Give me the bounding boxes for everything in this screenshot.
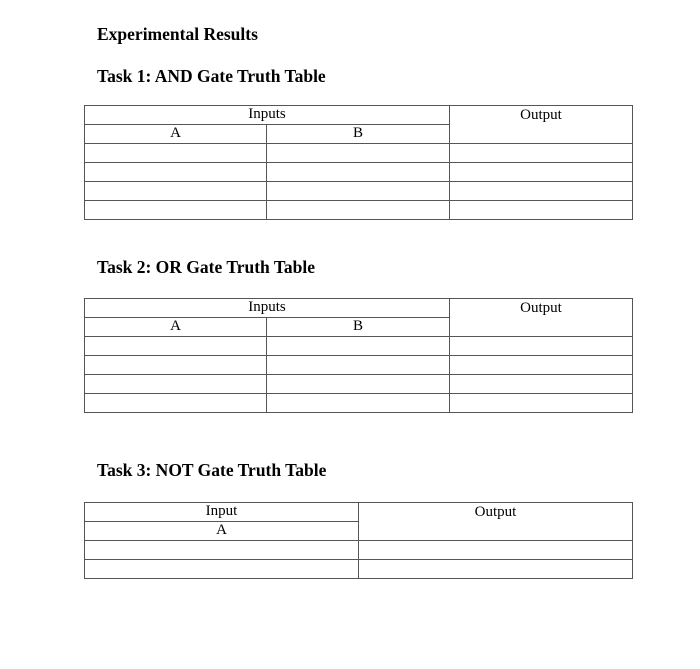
input-b-header: B xyxy=(267,318,450,337)
task1-heading: Task 1: AND Gate Truth Table xyxy=(97,66,326,86)
inputs-header: Inputs xyxy=(85,106,450,125)
cell-a[interactable] xyxy=(85,144,267,163)
table-row xyxy=(85,144,633,163)
cell-a[interactable] xyxy=(85,201,267,220)
cell-b[interactable] xyxy=(267,375,450,394)
table-row xyxy=(85,182,633,201)
cell-a[interactable] xyxy=(85,375,267,394)
input-a-header: A xyxy=(85,125,267,144)
input-header: Input xyxy=(85,503,359,522)
output-header: Output xyxy=(450,299,633,337)
task2-heading: Task 2: OR Gate Truth Table xyxy=(97,257,315,277)
cell-b[interactable] xyxy=(267,163,450,182)
cell-output[interactable] xyxy=(450,182,633,201)
cell-output[interactable] xyxy=(359,560,633,579)
input-a-header: A xyxy=(85,318,267,337)
cell-a[interactable] xyxy=(85,560,359,579)
table-row xyxy=(85,337,633,356)
document-title: Experimental Results xyxy=(97,24,258,44)
cell-output[interactable] xyxy=(450,163,633,182)
cell-b[interactable] xyxy=(267,337,450,356)
cell-b[interactable] xyxy=(267,394,450,413)
cell-b[interactable] xyxy=(267,182,450,201)
cell-output[interactable] xyxy=(450,337,633,356)
table-row xyxy=(85,356,633,375)
cell-a[interactable] xyxy=(85,356,267,375)
cell-a[interactable] xyxy=(85,337,267,356)
cell-output[interactable] xyxy=(450,201,633,220)
cell-output[interactable] xyxy=(359,541,633,560)
output-header: Output xyxy=(359,503,633,541)
table-row xyxy=(85,560,633,579)
or-truth-table xyxy=(84,298,633,413)
not-truth-table xyxy=(84,502,633,579)
cell-output[interactable] xyxy=(450,356,633,375)
cell-a[interactable] xyxy=(85,163,267,182)
task3-heading: Task 3: NOT Gate Truth Table xyxy=(97,460,327,480)
output-header: Output xyxy=(450,106,633,144)
and-truth-table xyxy=(84,105,633,220)
table-row xyxy=(85,375,633,394)
input-a-header: A xyxy=(85,522,359,541)
inputs-header: Inputs xyxy=(85,299,450,318)
table-row xyxy=(85,163,633,182)
cell-a[interactable] xyxy=(85,394,267,413)
cell-a[interactable] xyxy=(85,541,359,560)
input-b-header: B xyxy=(267,125,450,144)
table-row xyxy=(85,394,633,413)
table-row xyxy=(85,541,633,560)
cell-b[interactable] xyxy=(267,144,450,163)
cell-a[interactable] xyxy=(85,182,267,201)
table-row xyxy=(85,201,633,220)
cell-output[interactable] xyxy=(450,375,633,394)
cell-output[interactable] xyxy=(450,394,633,413)
cell-b[interactable] xyxy=(267,356,450,375)
cell-output[interactable] xyxy=(450,144,633,163)
cell-b[interactable] xyxy=(267,201,450,220)
